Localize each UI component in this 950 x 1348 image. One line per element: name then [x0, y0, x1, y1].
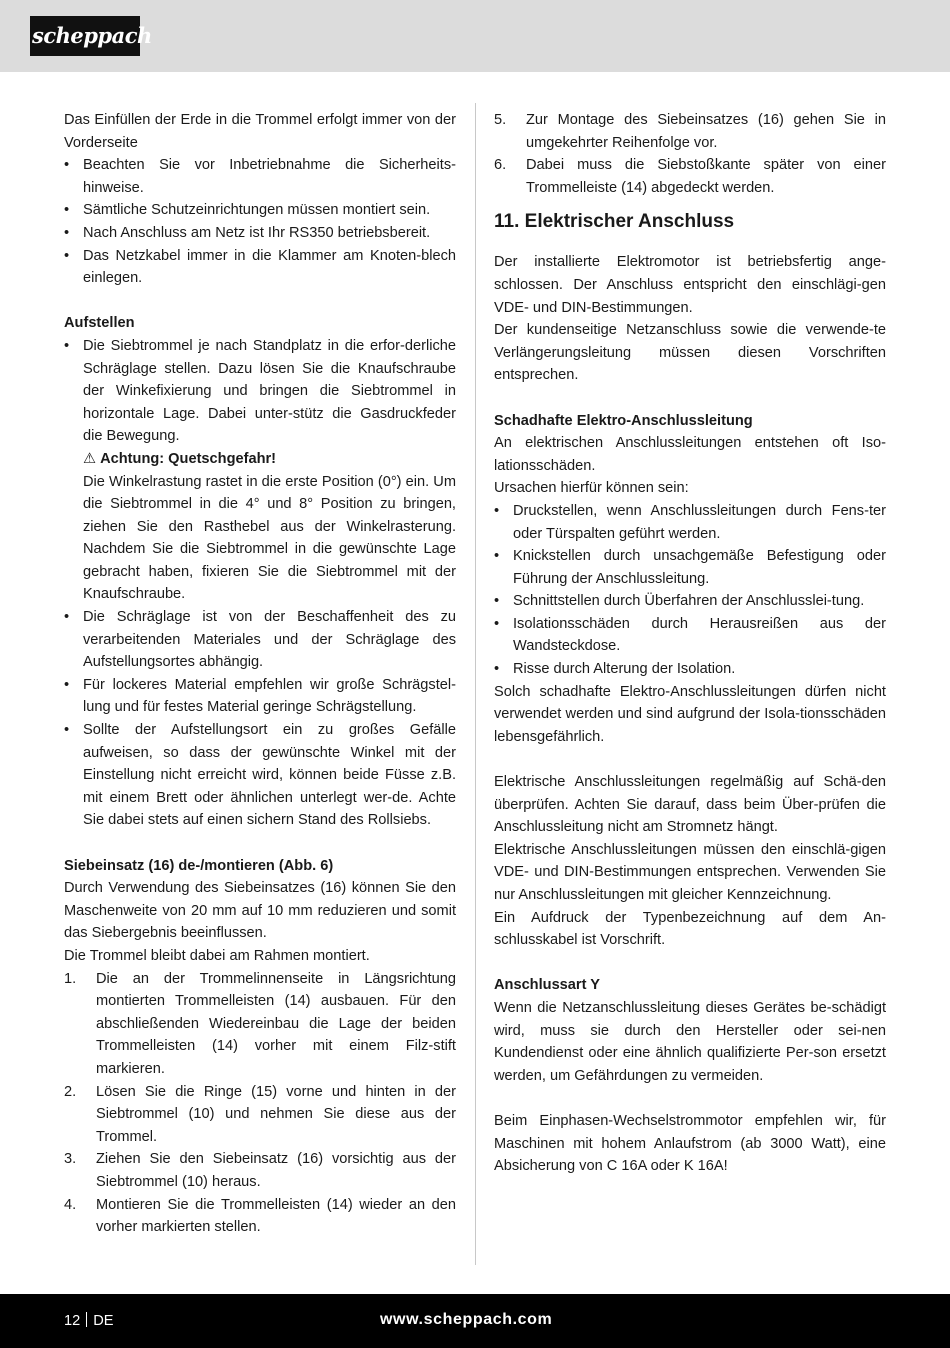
- schadhafte-paragraph: An elektrischen Anschlussleitungen entstehen oft Iso-lationsschäden.: [494, 435, 886, 474]
- siebeinsatz-paragraph: Durch Verwendung des Siebeinsatzes (16) können Sie den Maschenweite von 20 mm auf 10 mm reduzieren und somit das Siebergebnis beeinflussen.: [64, 880, 456, 942]
- step-item: [64, 968, 456, 1081]
- list-item: • Druckstellen, wenn Anschlussleitungen durch Fens-ter oder Türspalten geführt werden.: [494, 500, 886, 545]
- list-item: • Beachten Sie vor Inbetriebnahme die Sicherheits-hinweise.: [64, 154, 456, 199]
- step-text: Die an der Trommelinnenseite in Längsrichtung montierten Trommelleisten (14) ausbauen. Für den abschließenden Wiedereinbau die Lage der beiden Trommelleisten (14) vorher mit einem Filz-stift markieren.: [96, 970, 456, 1077]
- list-item: • Nach Anschluss am Netz ist Ihr RS350 betriebsbereit.: [64, 222, 456, 245]
- column-divider: [475, 103, 476, 1265]
- aufstellen-text: • Die Siebtrommel je nach Standplatz in die erfor-derliche Schräglage stellen. Dazu lösen Sie die Knaufschraube der Winkefixierung und bringen die Siebtrommel in horizontale Lage. Dabei unter-stütz die Gasdruckfeder die Bewegung.: [83, 337, 456, 445]
- page-number-label: [64, 1310, 114, 1332]
- step-item: [64, 1148, 456, 1193]
- step-number: 2.: [64, 1083, 77, 1100]
- steps-list: [64, 968, 456, 1239]
- list-item: • Schnittstellen durch Überfahren der Anschlusslei-tung.: [494, 590, 886, 613]
- spacer: [494, 1087, 886, 1110]
- anschlussart-heading: Anschlussart Y: [494, 977, 600, 994]
- step-text: Ziehen Sie den Siebeinsatz (16) vorsichtig aus der Siebtrommel (10) heraus.: [96, 1151, 456, 1190]
- spacer: [64, 832, 456, 855]
- spacer: [494, 243, 886, 251]
- spacer: [494, 952, 886, 975]
- pruefen-paragraph: Elektrische Anschlussleitungen regelmäßig auf Schä-den überprüfen. Achten Sie darauf, dass beim Über-prüfen die Anschlussleitung nicht am Stromnetz hängt.: [494, 774, 886, 836]
- aufstellen-heading: Aufstellen: [64, 315, 135, 332]
- aufstellen-text-2: Die Winkelrastung rastet in die erste Position (0°) ein. Um die Siebtrommel in die 4° und 8° Position zu bringen, ziehen Sie den Rasthebel aus der Winkelrasterung. Nachdem Sie die Siebtrommel in die gewünschte Lage gebracht haben, fixieren Sie die Siebtrommel mit der Knaufschraube.: [83, 473, 456, 603]
- warning-icon: ⚠: [83, 450, 97, 467]
- list-item: • Knickstellen durch unsachgemäße Befestigung oder Führung der Anschlussleitung.: [494, 545, 886, 590]
- step-number: 3.: [64, 1151, 77, 1168]
- step-text: Zur Montage des Siebeinsatzes (16) gehen Sie in umgekehrter Reihenfolge vor.: [526, 112, 886, 151]
- pruefen-paragraph-2: Elektrische Anschlussleitungen müssen den einschlä-gigen VDE- und DIN-Bestimmungen entsprechen. Verwenden Sie nur Anschlussleitungen mit gleicher Kennzeichnung.: [494, 841, 886, 903]
- aufstellen-bullet-list: [64, 335, 456, 832]
- spacer: [494, 748, 886, 771]
- page-footer: [0, 1294, 950, 1348]
- page-separator: [86, 1312, 87, 1327]
- spacer: [64, 290, 456, 313]
- language-code: DE: [93, 1313, 114, 1329]
- section-heading: 11. Elektrischer Anschluss: [494, 211, 735, 233]
- website-url: www.scheppach.com: [380, 1311, 553, 1328]
- causes-list: [494, 500, 886, 681]
- schadhafte-paragraph-2: Ursachen hierfür können sein:: [494, 480, 689, 497]
- anschluss-paragraph-2: Der kundenseitige Netzanschluss sowie die verwende-te Verlängerungsleitung müssen diesen Vorschriften entsprechen.: [494, 322, 886, 384]
- siebeinsatz-paragraph-2: Die Trommel bleibt dabei am Rahmen montiert.: [64, 947, 370, 964]
- list-item: • Das Netzkabel immer in die Klammer am Knoten-blech einlegen.: [64, 245, 456, 290]
- intro-bullet-list: [64, 154, 456, 290]
- anschluss-paragraph: Der installierte Elektromotor ist betriebsfertig ange-schlossen. Der Anschluss entspricht den einschlägi-gen VDE- und DIN-Bestimmungen.: [494, 254, 886, 316]
- step-item: [64, 1194, 456, 1239]
- list-item: • Sollte der Aufstellungsort ein zu großes Gefälle aufweisen, so dass der gewünschte Winkel mit der Einstellung nicht erreicht wird, können beide Füsse z.B. mit einem Brett oder ähnlichen unterlegt wer-de. Achte Sie dabei stets auf einen sichern Stand des Rollsiebs.: [64, 719, 456, 832]
- spacer: [494, 387, 886, 410]
- right-column: [494, 109, 886, 1178]
- step-item: [64, 1081, 456, 1149]
- step-number: 6.: [494, 157, 507, 174]
- steps-list-continued: [494, 109, 886, 199]
- list-item: • Für lockeres Material empfehlen wir große Schrägstel-lung und für festes Material geringe Schrägstellung.: [64, 674, 456, 719]
- intro-paragraph: Das Einfüllen der Erde in die Trommel erfolgt immer von der Vorderseite: [64, 112, 456, 151]
- warning-text: Achtung: Quetschgefahr!: [100, 450, 277, 467]
- step-text: Montieren Sie die Trommelleisten (14) wieder an den vorher markierten stellen.: [96, 1196, 456, 1236]
- final-paragraph: Beim Einphasen-Wechselstrommotor empfehlen wir, für Maschinen mit hohem Anlaufstrom (ab 3000 Watt), eine Absicherung von C 16A oder K 16A!: [494, 1112, 886, 1175]
- page-header: [0, 0, 950, 72]
- left-column: [64, 109, 456, 1239]
- step-text: Dabei muss die Siebstoßkante später von einer Trommelleiste (14) abgedeckt werden.: [526, 157, 886, 196]
- warning-line: [83, 448, 456, 471]
- list-item: • Risse durch Alterung der Isolation.: [494, 658, 886, 681]
- step-item: [494, 109, 886, 154]
- schadhafte-paragraph-3: Solch schadhafte Elektro-Anschlussleitungen dürfen nicht verwendet werden und sind aufgrund der Isola-tionsschäden lebensgefährlich.: [494, 683, 886, 745]
- step-number: 4.: [64, 1196, 77, 1213]
- step-item: [494, 154, 886, 199]
- schadhafte-heading: Schadhafte Elektro-Anschlussleitung: [494, 412, 753, 429]
- list-item: • Sämtliche Schutzeinrichtungen müssen montiert sein.: [64, 199, 456, 222]
- anschlussart-paragraph: Wenn die Netzanschlussleitung dieses Gerätes be-schädigt wird, muss sie durch den Hersteller oder sei-nen Kundendienst oder eine ähnlich qualifizierte Per-son ersetzt werden, um Gefährdungen zu vermeiden.: [494, 999, 886, 1084]
- list-item: • Isolationsschäden durch Herausreißen aus der Wandsteckdose.: [494, 613, 886, 658]
- scheppach-logo: scheppach: [30, 16, 140, 56]
- step-text: Lösen Sie die Ringe (15) vorne und hinten in der Siebtrommel (10) und nehmen Sie diese aus der Trommel.: [96, 1083, 456, 1145]
- list-item: [64, 335, 456, 606]
- siebeinsatz-heading: Siebeinsatz (16) de-/montieren (Abb. 6): [64, 857, 334, 874]
- step-number: 5.: [494, 112, 507, 128]
- list-item: • Die Schräglage ist von der Beschaffenheit des zu verarbeitenden Materiales und der Schräglage des Aufstellungsortes abhängig.: [64, 606, 456, 674]
- pruefen-paragraph-3: Ein Aufdruck der Typenbezeichnung auf dem An-schlusskabel ist Vorschrift.: [494, 909, 886, 949]
- step-number: 1.: [64, 970, 77, 987]
- page-number: 12: [64, 1313, 81, 1329]
